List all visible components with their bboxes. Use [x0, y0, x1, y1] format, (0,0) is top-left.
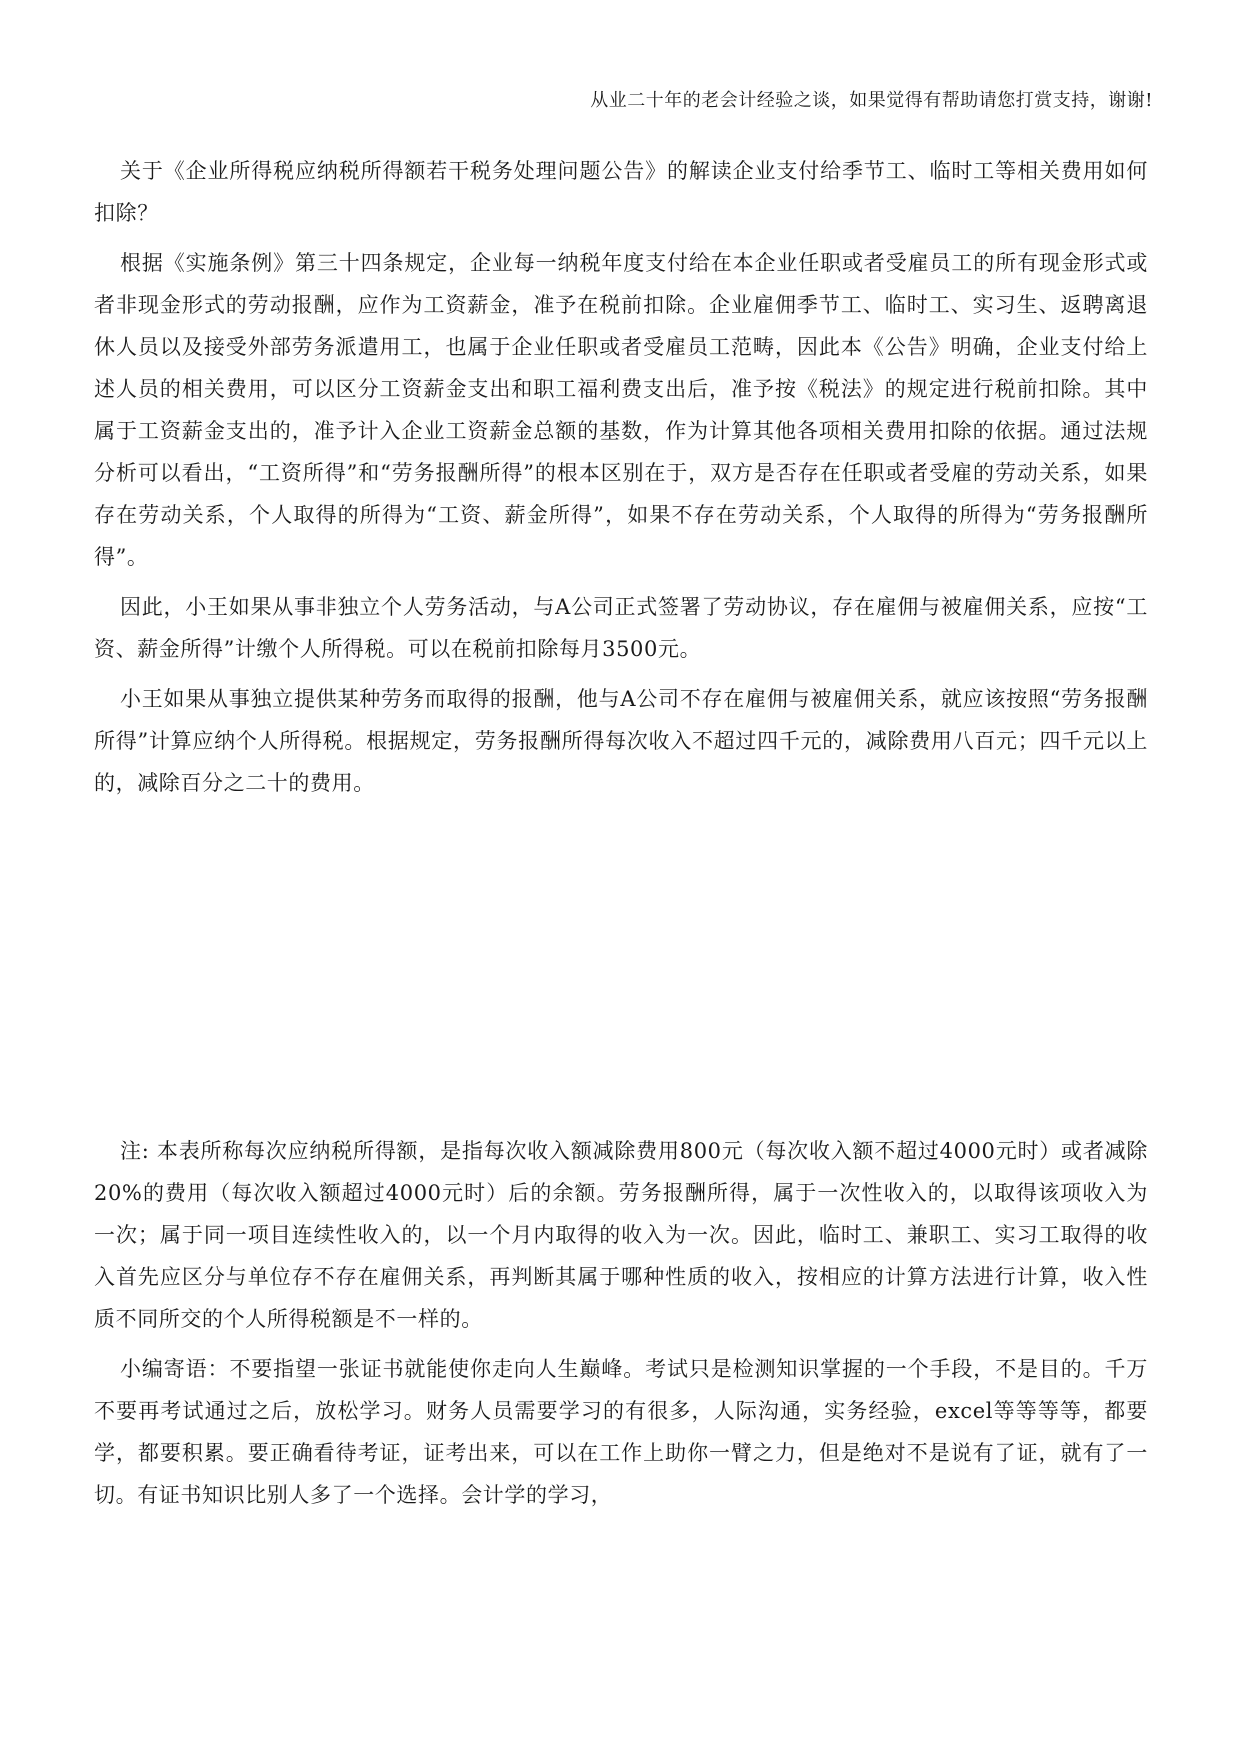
- header-note: 从业二十年的老会计经验之谈，如果觉得有帮助请您打赏支持，谢谢!: [590, 90, 1153, 111]
- bottom-section: [94, 1130, 1148, 1524]
- paragraph-wage-case: 因此，小王如果从事非独立个人劳务活动，与A公司正式签署了劳动协议，存在雇佣与被雇佣关系，应按“工资、薪金所得”计缴个人所得税。可以在税前扣除每月3500元。: [94, 595, 1148, 661]
- paragraph-note: 注: 本表所称每次应纳税所得额，是指每次收入额减除费用800元（每次收入额不超过4000元时）或者减除20%的费用（每次收入额超过4000元时）后的余额。劳务报酬所得，属于一次性收入的，以取得该项收入为一次；属于同一项目连续性收入的，以一个月内取得的收入为一次。因此，临时工、兼职工、实习工取得的收入首先应区分与单位存不存在雇佣关系，再判断其属于哪种性质的收入，按相应的计算方法进行计算，收入性质不同所交的个人所得税额是不一样的。: [94, 1139, 1148, 1331]
- paragraph-labor-case: 小王如果从事独立提供某种劳务而取得的报酬，他与A公司不存在雇佣与被雇佣关系，就应该按照“劳务报酬所得”计算应纳个人所得税。根据规定，劳务报酬所得每次收入不超过四千元的，减除费用八百元；四千元以上的，减除百分之二十的费用。: [94, 687, 1148, 795]
- paragraph-editor-message: 小编寄语：不要指望一张证书就能使你走向人生巅峰。考试只是检测知识掌握的一个手段，不是目的。千万不要再考试通过之后，放松学习。财务人员需要学习的有很多，人际沟通，实务经验，excel等等等等，都要学，都要积累。要正确看待考证，证考出来，可以在工作上助你一臂之力，但是绝对不是说有了证，就有了一切。有证书知识比别人多了一个选择。会计学的学习，: [94, 1357, 1148, 1507]
- paragraph-title-question: 关于《企业所得税应纳税所得额若干税务处理问题公告》的解读企业支付给季节工、临时工等相关费用如何扣除？: [94, 159, 1148, 225]
- paragraph-regulation: 根据《实施条例》第三十四条规定，企业每一纳税年度支付给在本企业任职或者受雇员工的所有现金形式或者非现金形式的劳动报酬，应作为工资薪金，准予在税前扣除。企业雇佣季节工、临时工、实习生、返聘离退休人员以及接受外部劳务派遣用工，也属于企业任职或者受雇员工范畴，因此本《公告》明确，企业支付给上述人员的相关费用，可以区分工资薪金支出和职工福利费支出后，准予按《税法》的规定进行税前扣除。其中属于工资薪金支出的，准予计入企业工资薪金总额的基数，作为计算其他各项相关费用扣除的依据。通过法规分析可以看出，“工资所得”和“劳务报酬所得”的根本区别在于，双方是否存在任职或者受雇的劳动关系，如果存在劳动关系，个人取得的所得为“工资、薪金所得”，如果不存在劳动关系，个人取得的所得为“劳务报酬所得”。: [94, 251, 1148, 569]
- top-section: [94, 150, 1148, 812]
